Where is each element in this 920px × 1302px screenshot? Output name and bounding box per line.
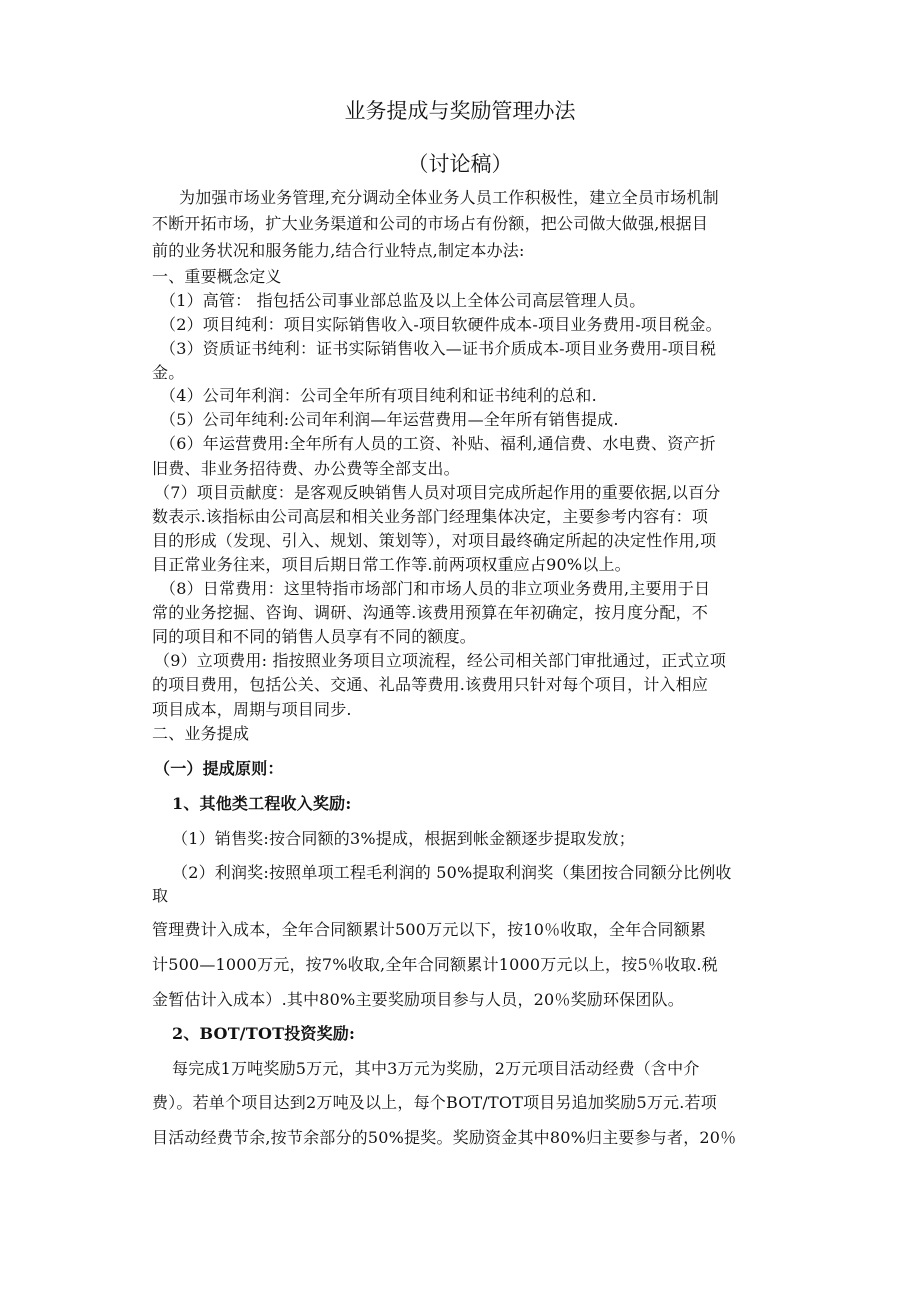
definition-line: 项目成本，周期与项目同步.	[152, 700, 352, 719]
definition-line: （8）日常费用：这里特指市场部门和市场人员的非立项业务费用,主要用于日	[160, 579, 711, 598]
intro-line: 不断开拓市场，扩大业务渠道和公司的市场占有份额，把公司做大做强,根据目	[152, 214, 709, 233]
section-heading: 一、重要概念定义	[152, 267, 282, 286]
definition-line: 的项目费用，包括公关、交通、礼品等费用.该费用只针对每个项目，计入相应	[152, 675, 709, 694]
item-heading: 1、其他类工程收入奖励:	[172, 794, 352, 813]
document-title: 业务提成与奖励管理办法	[344, 99, 576, 123]
item-line: 每完成1万吨奖励5万元，其中3万元为奖励，2万元项目活动经费（含中介	[172, 1059, 700, 1078]
definition-line: （3）资质证书纯利：证书实际销售收入—证书介质成本-项目业务费用-项目税	[160, 339, 717, 358]
item-line: 取	[152, 886, 169, 905]
definition-line: 目正常业务往来，项目后期日常工作等.前两项权重应占90%以上。	[152, 555, 631, 574]
item-line: 金暂估计入成本）.其中80%主要奖励项目参与人员，20％奖励环保团队。	[152, 990, 685, 1009]
item-line: 管理费计入成本，全年合同额累计500万元以下，按10％收取，全年合同额累	[152, 920, 707, 939]
document-subtitle: （讨论稿）	[407, 152, 513, 176]
item-line: （2）利润奖:按照单项工程毛利润的 50%提取利润奖（集团按合同额分比例收	[172, 863, 732, 882]
principle-heading: （一）提成原则：	[154, 759, 284, 778]
definition-line: 常的业务挖掘、咨询、调研、沟通等.该费用预算在年初确定，按月度分配，不	[152, 603, 709, 622]
item-line: 计500—1000万元，按7%收取,全年合同额累计1000万元以上，按5％收取.税	[152, 955, 718, 974]
definition-line: （2）项目纯利：项目实际销售收入-项目软硬件成本-项目业务费用-项目税金。	[160, 315, 722, 334]
item-line: 费）。若单个项目达到2万吨及以上，每个BOT/TOT项目另追加奖励5万元.若项	[152, 1093, 717, 1112]
definition-line: 同的项目和不同的销售人员享有不同的额度。	[152, 627, 477, 646]
item-heading: 2、BOT/TOT投资奖励:	[172, 1024, 356, 1043]
item-line: 目活动经费节余,按节余部分的50%提奖。奖励资金其中80%归主要参与者，20％	[152, 1128, 737, 1147]
item-line: （1）销售奖:按合同额的3%提成，根据到帐金额逐步提取发放；	[172, 829, 635, 848]
definition-line: （4）公司年利润：公司全年所有项目纯利和证书纯利的总和.	[160, 386, 597, 405]
definition-line: 金。	[152, 363, 185, 382]
intro-line: 前的业务状况和服务能力,结合行业特点,制定本办法:	[152, 241, 525, 260]
definition-line: 旧费、非业务招待费、办公费等全部支出。	[152, 459, 460, 478]
definition-line: 数表示.该指标由公司高层和相关业务部门经理集体决定，主要参考内容有：项	[152, 507, 709, 526]
definition-line: （6）年运营费用:全年所有人员的工资、补贴、福利,通信费、水电费、资产折	[160, 434, 716, 453]
definition-line: （7）项目贡献度：是客观反映销售人员对项目完成所起作用的重要依据,以百分	[154, 483, 721, 502]
definition-line: （9）立项费用: 指按照业务项目立项流程，经公司相关部门审批通过，正式立项	[154, 651, 727, 670]
definition-line: （5）公司年纯利:公司年利润—年运营费用—全年所有销售提成.	[160, 410, 619, 429]
intro-line: 为加强市场业务管理,充分调动全体业务人员工作积极性，建立全员市场机制	[179, 188, 719, 207]
section-heading: 二、业务提成	[152, 724, 250, 743]
definition-line: 目的形成（发现、引入、规划、策划等），对项目最终确定所起的决定性作用,项	[152, 531, 717, 550]
definition-line: （1）高管： 指包括公司事业部总监及以上全体公司高层管理人员。	[160, 291, 646, 310]
